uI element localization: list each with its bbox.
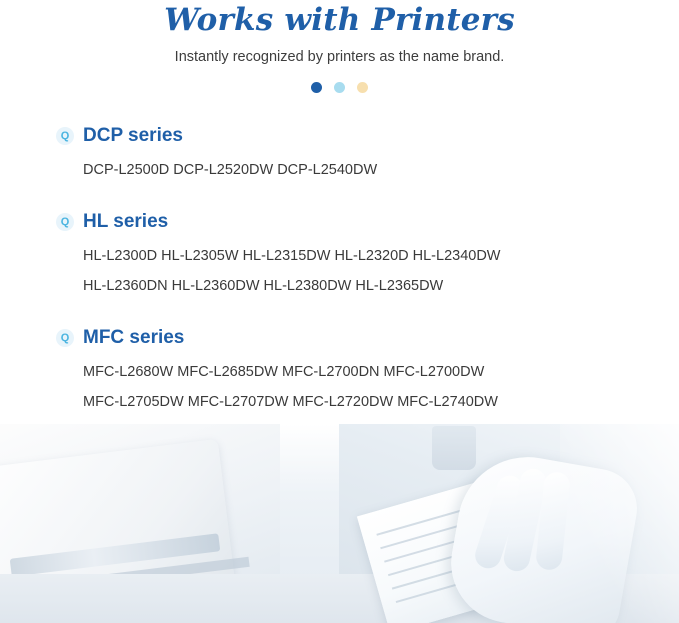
series-title-hl: HL series: [83, 211, 169, 232]
pen-cup: [432, 426, 476, 470]
model-line: MFC-L2705DW MFC-L2707DW MFC-L2720DW MFC-L2740DW: [83, 394, 498, 410]
series-block-mfc: [0, 327, 679, 417]
dot-3-icon: [357, 82, 368, 93]
series-header-mfc: [56, 327, 679, 349]
decorative-dots: [0, 66, 679, 93]
dot-2-icon: [334, 82, 345, 93]
page-subtitle: Instantly recognized by printers as the name brand.: [174, 49, 505, 65]
photo-glare: [560, 424, 679, 623]
series-list: [0, 93, 679, 417]
q-badge-icon: Q: [56, 213, 74, 231]
series-block-dcp: [0, 125, 679, 185]
model-line: MFC-L2680W MFC-L2685DW MFC-L2700DN MFC-L2700DW: [83, 364, 485, 380]
series-title-mfc: MFC series: [83, 327, 185, 348]
series-header-hl: [56, 211, 679, 233]
q-badge-icon: Q: [56, 127, 74, 145]
model-line: HL-L2360DN HL-L2360DW HL-L2380DW HL-L2365DW: [83, 278, 444, 294]
series-block-hl: [0, 211, 679, 301]
series-title-dcp: DCP series: [83, 125, 183, 146]
printer-photo: [0, 424, 679, 623]
q-badge-icon: Q: [56, 329, 74, 347]
header: [0, 0, 679, 93]
page-title: Works with Printers: [164, 2, 515, 38]
model-line: DCP-L2500D DCP-L2520DW DCP-L2540DW: [83, 162, 378, 178]
dot-1-icon: [311, 82, 322, 93]
series-header-dcp: [56, 125, 679, 147]
model-line: HL-L2300D HL-L2305W HL-L2315DW HL-L2320D HL-L2340DW: [83, 248, 501, 264]
